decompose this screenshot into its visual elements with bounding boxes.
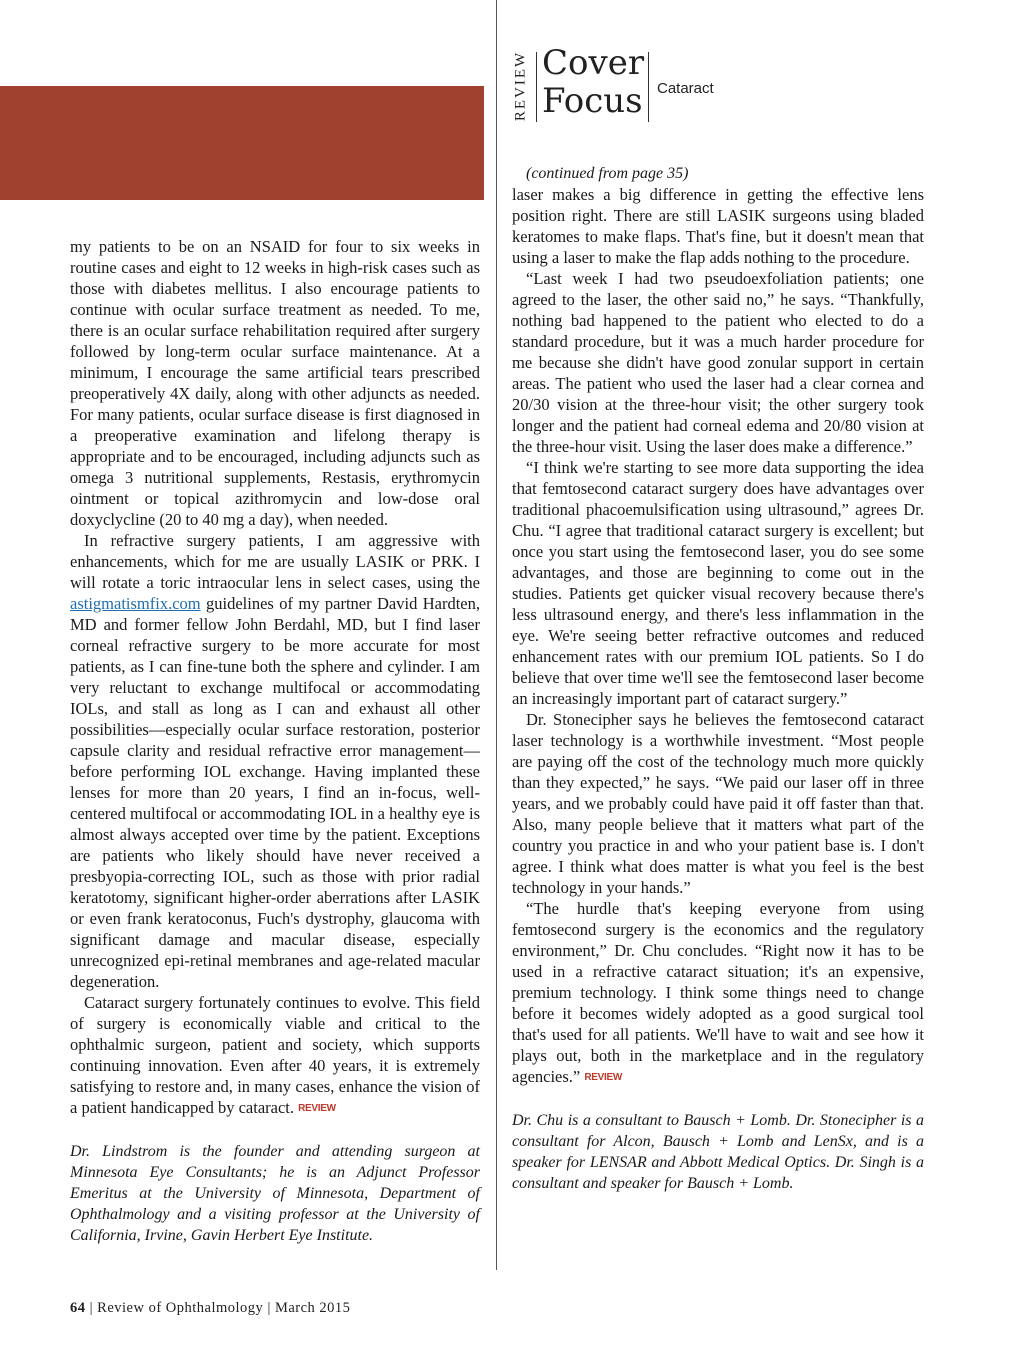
paragraph: Dr. Stonecipher says he believes the femtosecond cataract laser technology is a worthwhile investment. “Most people are paying off the cost of the technology much more quickly than they expected,” he says. “We paid our laser off in three years, and we probably could have paid it off faster than that. Also, many people believe that it matters what part of the country you practice in and who your patient base is. I don't agree. I think what does matter is what you feel is the best technology in your hands.” xyxy=(512,710,924,897)
disclosures: Dr. Chu is a consultant to Bausch + Lomb. Dr. Stonecipher is a consultant for Alcon, Bausch + Lomb and LenSx, and is a speaker for LENSAR and Abbott Medical Optics. Dr. Singh is a consultant and speaker for Bausch + Lomb. xyxy=(512,1112,924,1192)
continued-note: (continued from page 35) xyxy=(526,165,689,182)
paragraph: In refractive surgery patients, I am aggressive with enhancements, which for me are usually LASIK or PRK. I will rotate a toric intraocular lens in select cases, using the astigmatismfix.com guidelines of my partner David Hardten, MD and former fellow John Berdahl, MD, but I find laser corneal refractive surgery to be more accurate for most patients, as I can fine-tune both the sphere and cylinder. I am very reluctant to exchange multifocal or accommodating IOLs, and stall as long as I can and exhaust all other possibilities—especially ocular surface restoration, posterior capsule clarity and residual refractive error management—before performing IOL exchange. Having implanted these lenses for more than 20 years, I find an in-focus, well-centered multifocal or accommodating IOL in a healthy eye is almost always accepted over time by the patient. Exceptions are patients who likely should have never received a presbyopia-correcting IOL, such as those with prior radial keratotomy, significant higher-order aberrations after LASIK or even frank keratoconus, Fuch's dystrophy, glaucoma with significant damage and macular disease, especially unrecognized epi-retinal membranes and age-related macular degeneration. xyxy=(70,531,480,991)
right-column xyxy=(512,163,924,1194)
astigmatismfix-link[interactable]: astigmatismfix.com xyxy=(70,594,201,613)
author-bio: Dr. Lindstrom is the founder and attending surgeon at Minnesota Eye Consultants; he is an Adjunct Professor Emeritus at the University of Minnesota, Department of Ophthalmology and a visiting professor at the University of California, Irvine, Gavin Herbert Eye Institute. xyxy=(70,1143,480,1244)
header-rule xyxy=(536,52,537,122)
section-label: Cataract xyxy=(657,80,714,97)
header-rule xyxy=(648,52,649,122)
review-end-mark: REVIEW xyxy=(584,1072,623,1083)
paragraph: Cataract surgery fortunately continues to evolve. This field of surgery is economically viable and critical to the ophthalmic surgeon, patient and society, which supports continuing innovation. Even after 40 years, it is extremely satisfying to restore and, in many cases, enhance the vision of a patient handicapped by cataract. REVIEW xyxy=(70,993,480,1117)
publication-name: Review of Ophthalmology xyxy=(97,1300,264,1316)
review-end-mark: REVIEW xyxy=(298,1103,336,1114)
page-number: 64 xyxy=(70,1300,86,1316)
paragraph: “I think we're starting to see more data supporting the idea that femtosecond cataract surgery does have advantages over traditional phacoemulsification using ultrasound,” agrees Dr. Chu. “I agree that traditional cataract surgery is excellent; but once you start using the femtosecond laser, you do see some advantages, and those are beginning to come out in the studies. Patients get quicker visual recovery because there's less ultrasound energy, and there's less inflammation in the eye. We're seeing better refractive outcomes and reduced enhancement rates with our premium IOL patients. So I do believe that over time we'll see the femtosecond laser become an increasingly important part of cataract surgery.” xyxy=(512,458,924,708)
review-logo-vertical: REVIEW xyxy=(512,50,529,122)
issue-date: March 2015 xyxy=(274,1300,351,1316)
left-column xyxy=(70,236,480,1246)
paragraph: my patients to be on an NSAID for four to six weeks in routine cases and eight to 12 weeks in high-risk cases such as those with diabetes mellitus. I also encourage patients to continue with ocular surface treatment as needed. To me, there is an ocular surface rehabilitation required after surgery followed by long-term ocular surface maintenance. At a minimum, I encourage the same artificial tears prescribed preoperatively 4X daily, along with other adjuncts as needed. For many patients, ocular surface disease is first diagnosed in a preoperative examination and lifelong therapy is appropriate and to be encouraged, including adjuncts such as omega 3 nutritional supplements, Restasis, erythromycin ointment or topical azithromycin and low-dose oral doxyclycline (20 to 40 mg a day), when needed. xyxy=(70,237,480,529)
color-banner xyxy=(0,86,484,200)
focus-word: Focus xyxy=(542,81,643,121)
paragraph: laser makes a big difference in getting the effective lens position right. There are still LASIK surgeons using bladed keratomes to make flaps. That's fine, but it doesn't mean that using a laser to make the flap adds nothing to the procedure. xyxy=(512,185,924,267)
paragraph: “The hurdle that's keeping everyone from using femtosecond surgery is the economics and the regulatory environment,” Dr. Chu concludes. “Right now it has to be used in a refractive cataract situation; it's an expensive, premium technology. I think some things need to change before it becomes widely adopted as a good surgical tool that's used for all patients. We'll have to wait and see how it plays out, both in the marketplace and in the regulatory agencies.” REVIEW xyxy=(512,899,924,1086)
cover-focus-title xyxy=(542,44,644,120)
paragraph: “Last week I had two pseudoexfoliation patients; one agreed to the laser, the other said no,” he says. “Thankfully, nothing bad happened to the patient who elected to do a standard procedure, but it was a much harder procedure for me because she didn't have good zonular support in certain areas. The patient who used the laser had a clear cornea and 20/30 vision at the three-hour visit; the other surgery took longer and the patient had corneal edema and 20/80 vision at the three-hour visit. Using the laser does make a difference.” xyxy=(512,269,924,456)
page-footer: 64 | Review of Ophthalmology | March 2015 xyxy=(70,1300,351,1316)
cover-word: Cover xyxy=(542,43,645,83)
column-divider xyxy=(496,0,497,1270)
